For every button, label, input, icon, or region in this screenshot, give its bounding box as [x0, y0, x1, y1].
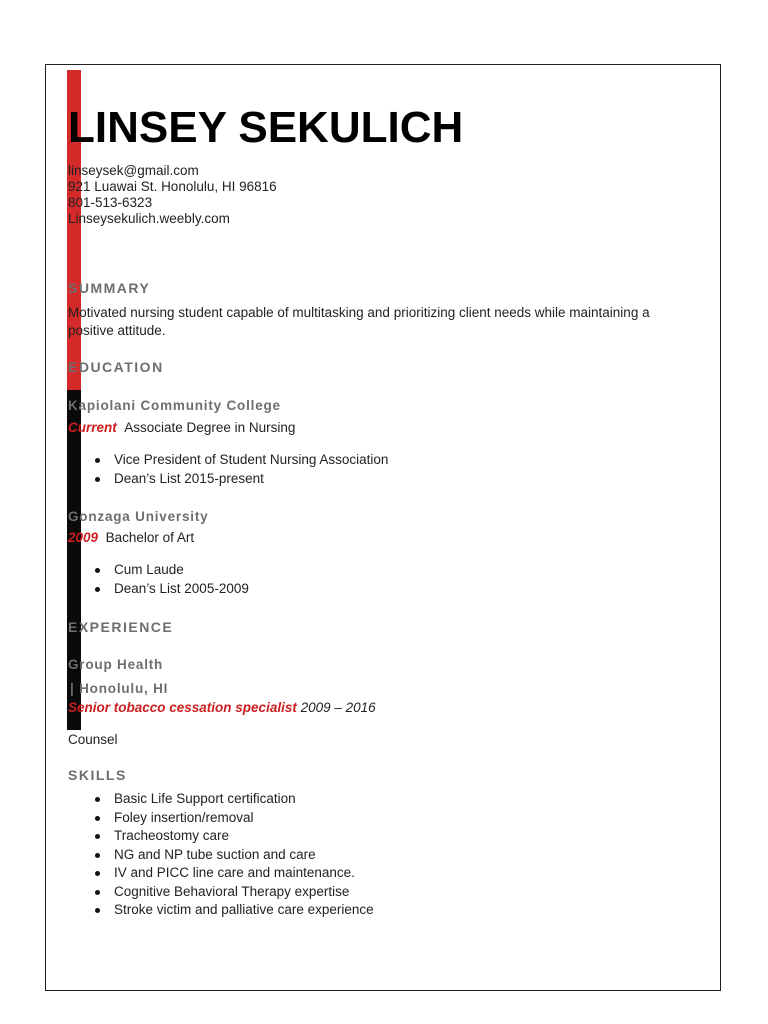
contact-address: 921 Luawai St. Honolulu, HI 96816 [68, 179, 277, 194]
school-date: 2009 [68, 530, 99, 545]
school-bullets [68, 451, 388, 488]
list-item: Stroke victim and palliative care experience [114, 901, 374, 920]
school-bullets [68, 561, 249, 598]
list-item: Tracheostomy care [114, 827, 374, 846]
experience-heading: EXPERIENCE [68, 619, 174, 635]
job-title: Senior tobacco cessation specialist [68, 700, 297, 715]
education-heading: EDUCATION [68, 359, 164, 375]
list-item: NG and NP tube suction and care [114, 846, 374, 865]
school-degree: Bachelor of Art [105, 530, 195, 545]
contact-block [68, 163, 277, 227]
list-item: Cognitive Behavioral Therapy expertise [114, 883, 374, 902]
job-dates: 2009 – 2016 [300, 700, 376, 715]
company-name: Group Health [68, 657, 164, 672]
school-degree-line [68, 530, 194, 545]
company-location: | Honolulu, HI [70, 681, 169, 696]
list-item: Foley insertion/removal [114, 809, 374, 828]
school-date: Current [68, 420, 117, 435]
candidate-name: LINSEY SEKULICH [68, 103, 464, 152]
role-line [68, 700, 376, 715]
job-description: Counsel [68, 732, 118, 747]
contact-phone: 801-513-6323 [68, 195, 153, 210]
school-name: Gonzaga University [68, 509, 209, 524]
summary-heading: SUMMARY [68, 280, 151, 296]
list-item: Vice President of Student Nursing Association [114, 451, 388, 470]
list-item: Cum Laude [114, 561, 249, 580]
list-item: IV and PICC line care and maintenance. [114, 864, 374, 883]
resume-page [45, 64, 721, 991]
list-item: Dean’s List 2005-2009 [114, 580, 249, 599]
contact-website: Linseysekulich.weebly.com [68, 211, 230, 226]
accent-bar-black [67, 390, 81, 730]
skills-heading: SKILLS [68, 767, 127, 783]
school-degree-line [68, 420, 295, 435]
list-item: Dean’s List 2015-present [114, 470, 388, 489]
skills-list [68, 790, 374, 920]
summary-text: Motivated nursing student capable of multitasking and prioritizing client needs while maintaining a positive attitude. [68, 305, 650, 338]
school-degree: Associate Degree in Nursing [124, 420, 296, 435]
school-name: Kapiolani Community College [68, 398, 281, 413]
contact-email: linseysek@gmail.com [68, 163, 199, 178]
list-item: Basic Life Support certification [114, 790, 374, 809]
